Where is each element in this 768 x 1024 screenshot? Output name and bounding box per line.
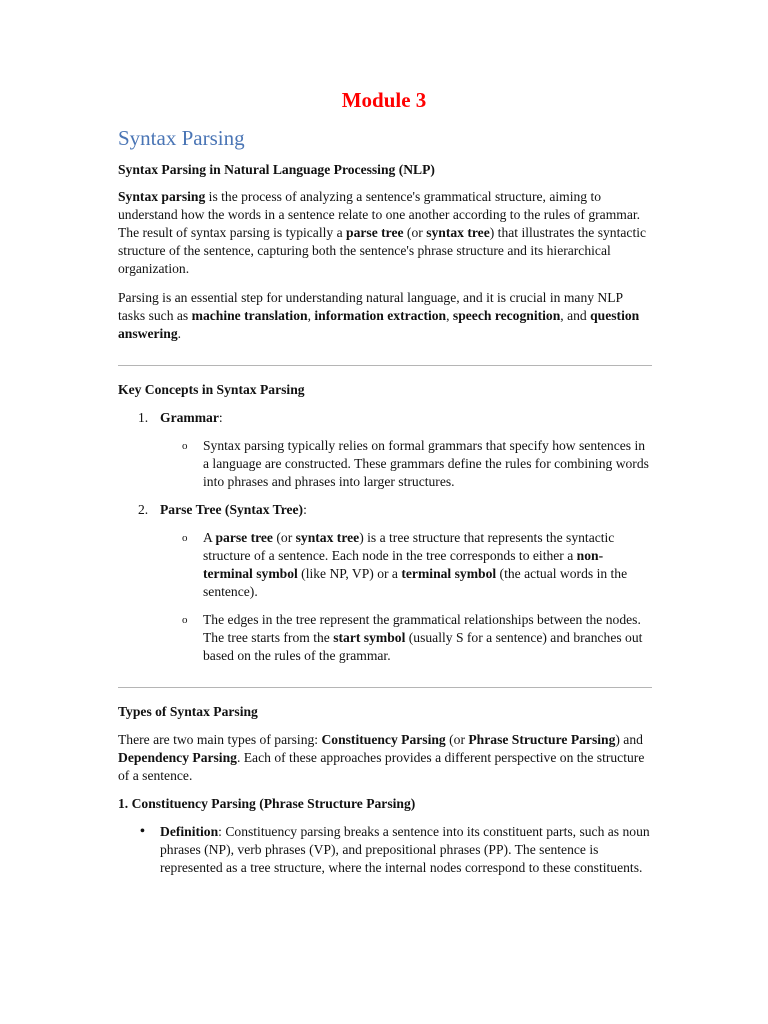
grammar-description: Syntax parsing typically relies on formal grammars that specify how sentences in a language are constructed. These grammars define the rules for combining words into phrases and phrases into larger structures. — [203, 438, 649, 489]
hollow-bullet: o — [182, 532, 188, 544]
solid-bullet: • — [140, 824, 145, 839]
edges-description: The edges in the tree represent the grammatical relationships between the nodes. The tree starts from the start symbol (usually S for a sentence) and branches out based on the rules of the grammar. — [203, 612, 643, 663]
definition-paragraph: Definition: Constituency parsing breaks a sentence into its constituent parts, such as noun phrases (NP), verb phrases (VP), and prepositional phrases (PP). The sentence is represented as a tree structure, where the internal nodes correspond to these constituents. — [160, 824, 650, 875]
types-paragraph: There are two main types of parsing: Constituency Parsing (or Phrase Structure Parsing) and Dependency Parsing. Each of these approaches provides a different perspective on the structure of a sentence. — [118, 732, 645, 783]
section-title: Syntax Parsing — [118, 126, 245, 150]
key-concepts-heading: Key Concepts in Syntax Parsing — [118, 382, 305, 397]
intro-paragraph-1: Syntax parsing is the process of analyzing a sentence's grammatical structure, aiming to understand how the words in a sentence relate to one another according to the rules of grammar. The result of syntax parsing is typically a parse tree (or syntax tree) that illustrates the syntactic structure of the sentence, capturing both the sentence's phrase structure and its hierarchical organization. — [118, 189, 647, 276]
horizontal-rule-2 — [118, 687, 652, 688]
hollow-bullet: o — [182, 614, 188, 626]
constituency-heading: 1. Constituency Parsing (Phrase Structure Parsing) — [118, 796, 416, 811]
list-number: 2. — [138, 502, 149, 517]
intro-paragraph-2: Parsing is an essential step for understanding natural language, and it is crucial in many NLP tasks such as machine translation, information extraction, speech recognition, and question answering. — [118, 290, 640, 341]
hollow-bullet: o — [182, 440, 188, 452]
module-title: Module 3 — [341, 88, 427, 112]
list-item-parse-tree: Parse Tree (Syntax Tree): — [160, 502, 307, 517]
intro-heading: Syntax Parsing in Natural Language Processing (NLP) — [118, 162, 435, 177]
list-number: 1. — [138, 410, 149, 425]
horizontal-rule-1 — [118, 365, 652, 366]
list-item-grammar: Grammar: — [160, 410, 223, 425]
types-heading: Types of Syntax Parsing — [118, 704, 258, 719]
parse-tree-description: A parse tree (or syntax tree) is a tree structure that represents the syntactic structure of a sentence. Each node in the tree corresponds to either a non-terminal symbol (like NP, VP) or a terminal symbol (the actual words in the sentence). — [203, 530, 628, 599]
